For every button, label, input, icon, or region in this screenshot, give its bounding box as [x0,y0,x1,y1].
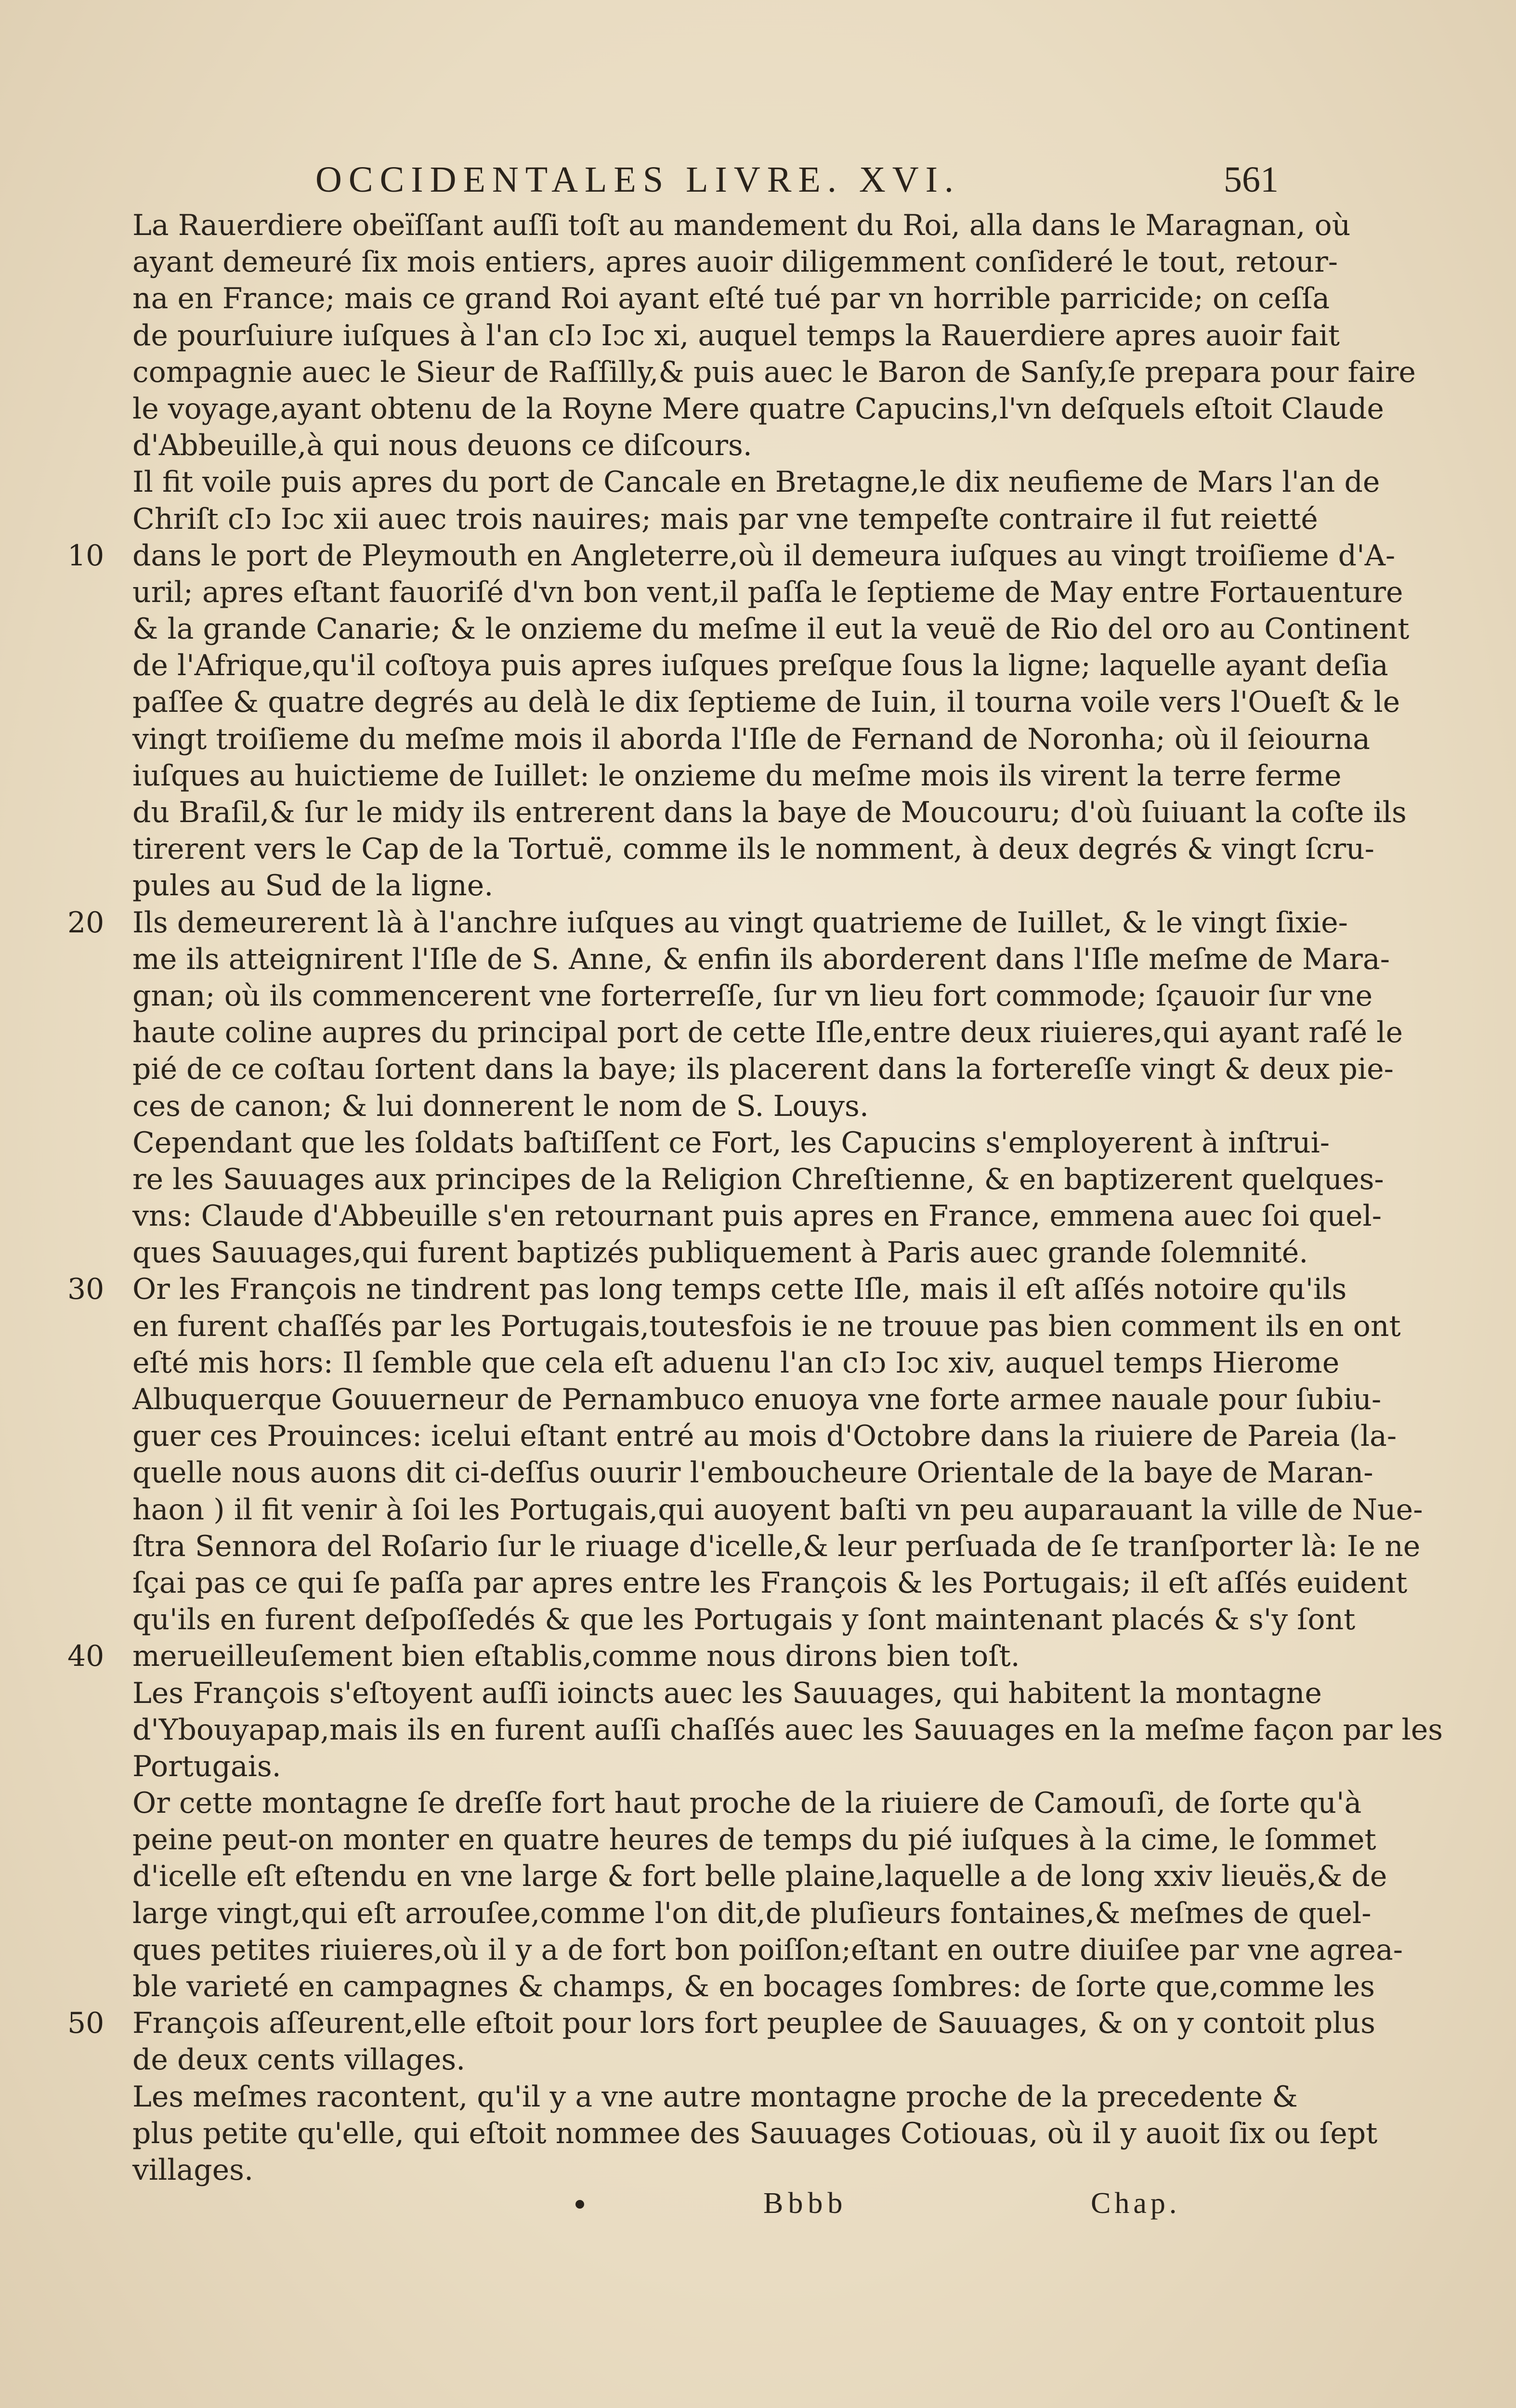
text-line [67,1271,1347,1308]
text-line [67,2042,1204,2078]
line-text: en furent chaſſés par les Portugais,toutesfois ie ne trouue pas bien comment ils en ont [132,1309,1401,1343]
text-line [67,1234,1308,1271]
line-text: peine peut-on monter en quatre heures de temps du pié iuſques à la cime, le ſommet [132,1823,1376,1857]
text-line [67,2005,1375,2042]
text-line [67,1051,1394,1087]
line-number: 10 [67,538,105,573]
text-line [67,354,1416,391]
line-text: eſté mis hors: Il ſemble que cela eſt aduenu l'an cIↄ Iↄc xiv, auquel temps Hierome [132,1346,1340,1380]
text-line [67,684,1400,720]
catchword: Chap. [1091,2187,1181,2220]
line-text: ques Sauuages,qui furent baptizés publiquement à Paris auec grande ſolemnité. [132,1236,1308,1270]
line-text: ayant demeuré ſix mois entiers, apres auoir diligemment conſideré le tout, retour- [132,245,1338,279]
line-text: na en France; mais ce grand Roi ayant eſté tué par vn horrible parricide; on ceſſa [132,282,1330,316]
text-line [67,207,1351,244]
line-number: 30 [67,1272,105,1307]
line-text: d'Abbeuille,à qui nous deuons ce diſcours. [132,429,752,463]
text-line [67,1565,1408,1601]
text-line [67,1345,1340,1381]
line-text: me ils atteignirent l'Iſle de S. Anne, & enfin ils aborderent dans l'Iſle meſme de Mara- [132,942,1390,976]
text-line [67,831,1374,867]
text-line [67,1198,1382,1234]
text-line [67,794,1407,831]
line-text: guer ces Prouinces: icelui eſtant entré au mois d'Octobre dans la riuiere de Pareia (la- [132,1419,1397,1453]
running-title: OCCIDENTALES LIVRE. XVI. [315,159,960,200]
text-line [67,574,1403,611]
text-line [67,1308,1401,1345]
text-line [67,1712,1443,1748]
body-text [67,207,1443,2188]
text-line [67,1932,1403,1968]
text-line [67,941,1390,978]
ink-dot [575,2200,584,2209]
line-text: La Rauerdiere obeïſſant auſſi toſt au mandement du Roi, alla dans le Maragnan, où [132,209,1351,242]
line-text: Cependant que les ſoldats baſtiſſent ce Fort, les Capucins s'employerent à inſtrui- [132,1125,1330,1160]
text-line [67,904,1348,941]
line-text: Ils demeurerent là à l'anchre iuſques au vingt quatrieme de Iuillet, & le vingt ſixie- [132,905,1348,940]
text-line [67,867,1204,904]
line-text: Il fit voile puis apres du port de Cancale en Bretagne,le dix neufieme de Mars l'an de [132,465,1380,499]
text-line [67,2152,1204,2188]
line-text: re les Sauuages aux principes de la Religion Chreſtienne, & en baptizerent quelques- [132,1162,1384,1196]
text-line [67,1492,1423,1528]
line-text: de pourſuiure iuſques à l'an cIↄ Iↄc xi, auquel temps la Rauerdiere apres auoir fait [132,318,1340,353]
line-text: ces de canon; & lui donnerent le nom de S. Louys. [132,1089,869,1123]
line-text: François aſſeurent,elle eſtoit pour lors fort peuplee de Sauuages, & on y contoit plus [132,2006,1375,2041]
line-text: le voyage,ayant obtenu de la Royne Mere quatre Capucins,l'vn deſquels eſtoit Claude [132,392,1384,426]
line-text: Or les François ne tindrent pas long temps cette Iſle, mais il eſt aſſés notoire qu'ils [132,1272,1347,1307]
line-text: large vingt,qui eſt arrouſee,comme l'on dit,de pluſieurs fontaines,& meſmes de quel- [132,1896,1372,1930]
line-text: ſtra Sennora del Roſario ſur le riuage d'icelle,& leur perſuada de ſe tranſporter là: Ie ne [132,1529,1421,1563]
line-text: du Braſil,& ſur le midy ils entrerent dans la baye de Moucouru; d'où ſuiuant la coſte ils [132,796,1407,829]
line-text: de deux cents villages. [132,2043,466,2077]
line-text: ques petites riuieres,où il y a de fort bon poiſſon;eſtant en outre diuiſee par vne agrea- [132,1933,1403,1967]
text-line [67,391,1384,427]
text-line [67,501,1318,537]
text-line [67,1675,1322,1712]
text-line [67,1418,1397,1454]
signature-mark: Bbbb [763,2187,848,2220]
line-text: quelle nous auons dit ci-deſſus ouurir l'embouchеure Orientale de la baye de Maran- [132,1456,1373,1490]
text-line [67,1088,1204,1125]
text-line [67,1014,1403,1051]
line-text: & la grande Canarie; & le onzieme du meſme il eut la veuë de Rio del oro au Continent [132,612,1410,646]
text-line [67,1528,1421,1565]
line-text: vns: Claude d'Abbeuille s'en retournant puis apres en France, emmena auec ſoi quel- [132,1199,1382,1233]
text-line [67,244,1338,280]
text-line [67,1638,1204,1675]
text-line [67,2115,1378,2152]
text-line [67,647,1388,684]
page-number: 561 [1224,159,1279,200]
line-text: ſçai pas ce qui ſe paſſa par apres entre les François & les Portugais; il eſt aſſés euident [132,1566,1408,1600]
line-text: d'icelle eſt eſtendu en vne large & fort belle plaine,laquelle a de long xxiv lieuës,& de [132,1859,1387,1894]
line-text: pié de ce coſtau ſortent dans la baye; ils placerent dans la fortereſſe vingt & deux pie- [132,1052,1394,1086]
line-number: 50 [67,2006,105,2041]
text-line [67,317,1340,354]
line-text: tirerent vers le Cap de la Tortuë, comme ils le nomment, à deux degrés & vingt ſcru- [132,832,1374,866]
page-header [315,159,1279,212]
line-text: haon ) il fit venir à ſoi les Portugais,qui auoyent baſti vn peu auparauant la ville de Nue- [132,1492,1423,1527]
line-text: Chriſt cIↄ Iↄc xii auec trois nauires; mais par vne tempeſte contraire il fut reietté [132,502,1318,536]
line-text: plus petite qu'elle, qui eſtoit nommee des Sauuages Cotiouas, où il y auoit ſix ou ſept [132,2116,1378,2150]
line-text: vingt troiſieme du meſme mois il aborda l'Iſle de Fernand de Noronha; où il ſeiourna [132,722,1371,756]
line-text: Portugais. [132,1749,281,1783]
text-line [67,1858,1387,1895]
text-line [67,2079,1298,2115]
line-text: d'Ybouyapap,mais ils en furent auſſi chaſſés auec les Sauuages en la meſme façon par les [132,1713,1443,1747]
line-text: dans le port de Pleymouth en Angleterre,où il demeura iuſques au vingt troiſieme d'A- [132,538,1396,573]
line-text: pules au Sud de la ligne. [132,869,494,903]
line-text: paſſee & quatre degrés au delà le dix ſeptieme de Iuin, il tourna voile vers l'Oueſt & le [132,685,1400,720]
text-line [67,721,1371,758]
line-text: iuſques au huictieme de Iuillet: le onzieme du meſme mois ils virent la terre ferme [132,759,1342,793]
line-text: uril; apres eſtant fauoriſé d'vn bon vent,il paſſa le ſeptieme de May entre Fortauenture [132,575,1403,609]
page-footer [0,2186,1516,2230]
line-text: Les meſmes racontent, qu'il y a vne autre montagne proche de la precedente & [132,2080,1298,2114]
text-line [67,537,1396,574]
line-text: gnan; où ils commencerent vne forterreſſe, ſur vn lieu fort commode; ſçauoir ſur vne [132,979,1373,1013]
text-line [67,1785,1362,1821]
line-number: 20 [67,905,105,940]
line-text: ble varieté en campagnes & champs, & en bocages ſombres: de ſorte que,comme les [132,1970,1375,2003]
line-text: qu'ils en furent deſpoſſedés & que les Portugais y ſont maintenant placés & s'y ſont [132,1603,1356,1637]
text-line [67,1125,1330,1161]
line-text: Or cette montagne ſe dreſſe fort haut proche de la riuiere de Camouſi, de ſorte qu'à [132,1786,1362,1820]
text-line [67,464,1380,500]
text-line [67,1601,1356,1638]
text-line [67,611,1410,647]
line-text: villages. [132,2153,254,2187]
text-line [67,758,1342,794]
text-line [67,1748,1204,1785]
line-text: de l'Afrique,qu'il coſtoya puis apres iuſques preſque ſous la ligne; laquelle ayant deſia [132,649,1388,683]
text-line [67,1161,1384,1198]
line-text: compagnie auec le Sieur de Raſſilly,& puis auec le Baron de Sanſy,ſe prepara pour faire [132,355,1416,389]
text-line [67,1454,1373,1491]
line-text: merueilleuſement bien eſtablis,comme nous dirons bien toſt. [132,1639,1020,1674]
line-text: Les François s'eſtoyent auſſi ioincts auec les Sauuages, qui habitent la montagne [132,1676,1322,1710]
text-line [67,1895,1372,1932]
text-line [67,1821,1376,1858]
text-line [67,280,1330,317]
line-text: haute coline aupres du principal port de cette Iſle,entre deux riuieres,qui ayant raſé le [132,1016,1403,1050]
text-line [67,427,1204,464]
line-text: Albuquerque Gouuerneur de Pernambuco enuoya vne forte armee nauale pour ſubiu- [132,1383,1382,1416]
line-number: 40 [67,1639,105,1674]
text-line [67,1381,1382,1418]
text-line [67,1968,1375,2005]
text-line [67,978,1373,1014]
